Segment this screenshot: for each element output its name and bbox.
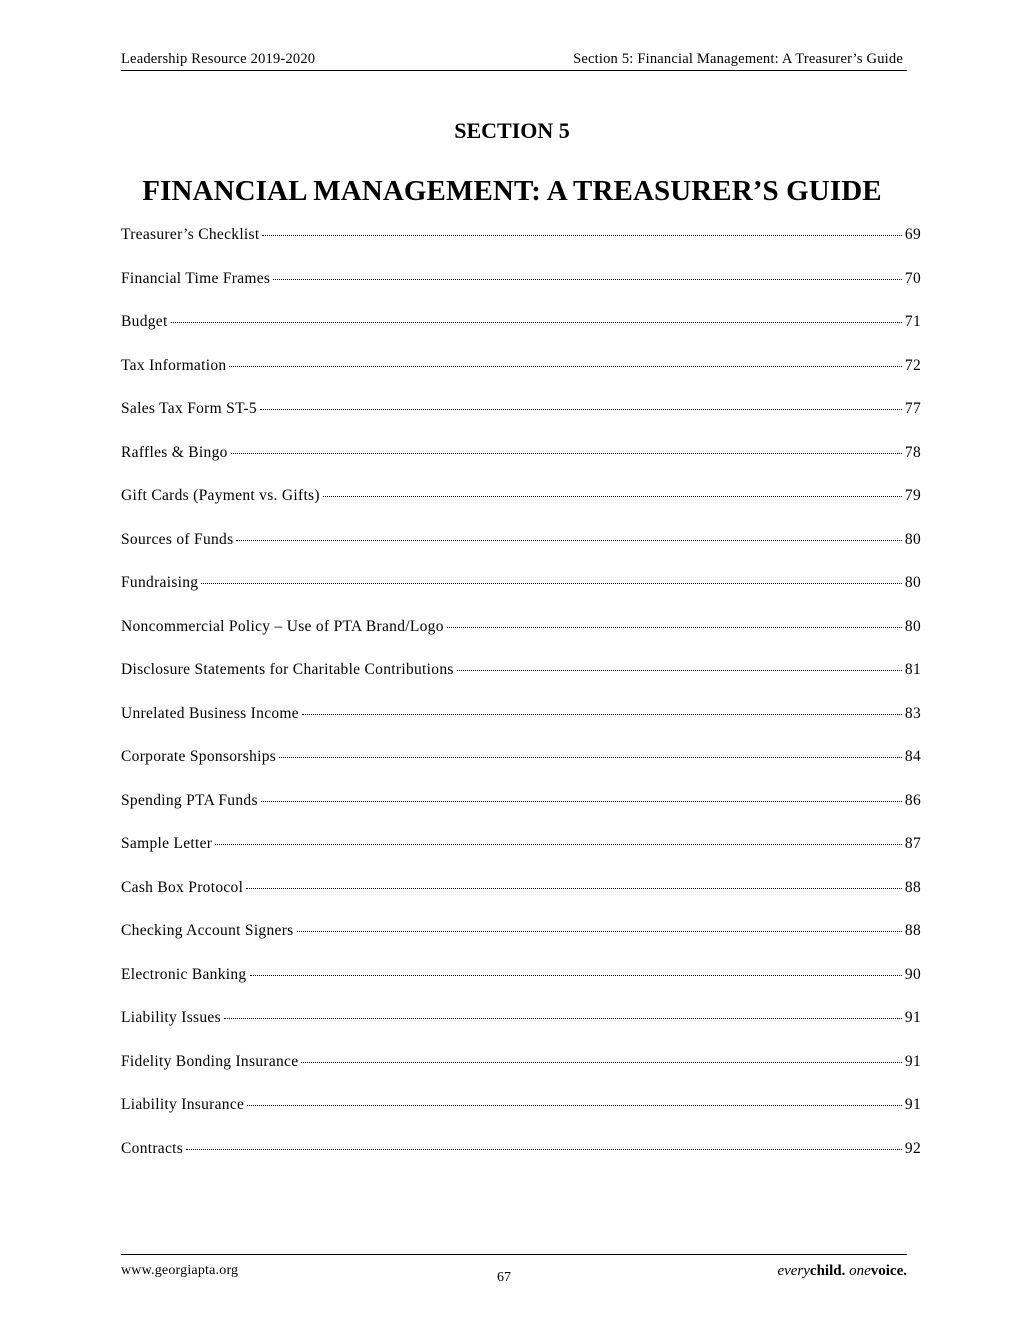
toc-entry-page: 78 (904, 443, 921, 461)
toc-entry (121, 618, 921, 662)
toc-entry-label: Disclosure Statements for Charitable Contributions (121, 661, 454, 678)
section-label: SECTION 5 (454, 118, 570, 143)
toc-entry (121, 792, 921, 836)
toc-entry (121, 1053, 921, 1097)
toc-entry (121, 922, 921, 966)
toc-entry-page: 91 (904, 1096, 921, 1113)
toc-entry (121, 835, 921, 879)
slogan-every: every (777, 1263, 810, 1279)
toc-entry-label: Checking Account Signers (121, 922, 294, 939)
toc-entry (121, 313, 921, 357)
toc-entry-page: 77 (904, 400, 921, 417)
slogan-child: child. (809, 1263, 846, 1279)
toc-entry-label: Tax Information (121, 356, 227, 374)
toc-dot-leader (447, 627, 902, 628)
toc-dot-leader (201, 583, 902, 584)
toc-entry (121, 705, 921, 749)
toc-dot-leader (250, 975, 902, 976)
toc-dot-leader (247, 1105, 902, 1106)
toc-dot-leader (186, 1149, 902, 1150)
toc-entry-label: Sales Tax Form ST-5 (121, 400, 257, 417)
toc-entry-page: 88 (904, 922, 921, 939)
toc-dot-leader (261, 801, 902, 802)
footer-url: www.georgiapta.org (121, 1263, 239, 1278)
toc-entry-page: 70 (904, 269, 921, 287)
toc-entry-page: 79 (904, 487, 921, 504)
toc-entry-page: 72 (904, 356, 921, 374)
toc-dot-leader (301, 1062, 901, 1063)
header-right-text: Section 5: Financial Management: A Treasurer’s Guide (573, 51, 903, 67)
toc-entry (121, 1009, 921, 1053)
toc-entry (121, 226, 921, 270)
toc-entry-label: Unrelated Business Income (121, 704, 299, 722)
slogan-voice: voice. (870, 1263, 907, 1279)
toc-dot-leader (302, 714, 902, 715)
toc-dot-leader (323, 496, 902, 497)
toc-entry (121, 400, 921, 444)
slogan-one: one (849, 1263, 871, 1279)
toc-entry (121, 270, 921, 314)
toc-entry-label: Liability Issues (121, 1009, 221, 1026)
toc-dot-leader (236, 540, 901, 541)
toc-entry-page: 86 (904, 791, 921, 809)
toc-dot-leader (279, 757, 902, 758)
toc-entry-label: Budget (121, 313, 168, 330)
toc-entry-label: Sample Letter (121, 835, 213, 852)
toc-entry-label: Sources of Funds (121, 530, 234, 548)
page-number: 67 (497, 1270, 511, 1285)
toc-entry (121, 748, 921, 792)
toc-entry-label: Contracts (121, 1139, 184, 1157)
toc-entry-label: Electronic Banking (121, 965, 247, 983)
toc-entry-label: Spending PTA Funds (121, 791, 258, 809)
toc-entry-page: 87 (904, 835, 921, 852)
toc-entry-page: 71 (904, 313, 921, 330)
toc-entry-page: 90 (904, 965, 921, 983)
toc-dot-leader (224, 1018, 902, 1019)
toc-entry (121, 531, 921, 575)
toc-entry-label: Corporate Sponsorships (121, 748, 277, 765)
toc-entry (121, 574, 921, 618)
table-of-contents (121, 226, 921, 1183)
toc-entry-label: Noncommercial Policy – Use of PTA Brand/Logo (121, 617, 444, 635)
footer-slogan (777, 1263, 907, 1280)
page-title: FINANCIAL MANAGEMENT: A TREASURER’S GUIDE (142, 175, 882, 207)
toc-dot-leader (231, 453, 902, 454)
toc-entry-page: 80 (904, 617, 921, 635)
toc-entry-page: 83 (904, 704, 921, 722)
toc-entry-label: Raffles & Bingo (121, 443, 228, 461)
toc-entry-label: Liability Insurance (121, 1096, 245, 1113)
toc-dot-leader (260, 409, 902, 410)
toc-dot-leader (262, 235, 901, 236)
toc-dot-leader (246, 888, 902, 889)
toc-entry (121, 1140, 921, 1184)
toc-dot-leader (297, 931, 902, 932)
toc-dot-leader (273, 279, 902, 280)
toc-entry (121, 357, 921, 401)
toc-entry-label: Treasurer’s Checklist (121, 226, 260, 243)
toc-dot-leader (229, 366, 901, 367)
toc-dot-leader (215, 844, 902, 845)
toc-entry-label: Gift Cards (Payment vs. Gifts) (121, 487, 320, 504)
toc-entry-label: Cash Box Protocol (121, 878, 244, 896)
toc-entry-page: 69 (904, 226, 921, 243)
toc-entry-label: Financial Time Frames (121, 269, 271, 287)
toc-entry-page: 88 (904, 878, 921, 896)
toc-entry-page: 81 (904, 661, 921, 678)
toc-entry (121, 879, 921, 923)
toc-entry (121, 966, 921, 1010)
toc-entry-page: 84 (904, 748, 921, 765)
toc-entry (121, 1096, 921, 1140)
toc-entry-label: Fundraising (121, 574, 199, 591)
toc-entry-page: 91 (904, 1009, 921, 1026)
toc-dot-leader (457, 670, 902, 671)
toc-entry-label: Fidelity Bonding Insurance (121, 1052, 299, 1070)
toc-entry (121, 487, 921, 531)
header-left-text: Leadership Resource 2019-2020 (121, 51, 316, 67)
toc-entry (121, 661, 921, 705)
toc-dot-leader (171, 322, 902, 323)
toc-entry-page: 80 (904, 574, 921, 591)
toc-entry-page: 91 (904, 1052, 921, 1070)
page-header (121, 50, 907, 71)
toc-entry-page: 92 (904, 1139, 921, 1157)
toc-entry-page: 80 (904, 530, 921, 548)
toc-entry (121, 444, 921, 488)
page-footer (121, 1254, 907, 1295)
